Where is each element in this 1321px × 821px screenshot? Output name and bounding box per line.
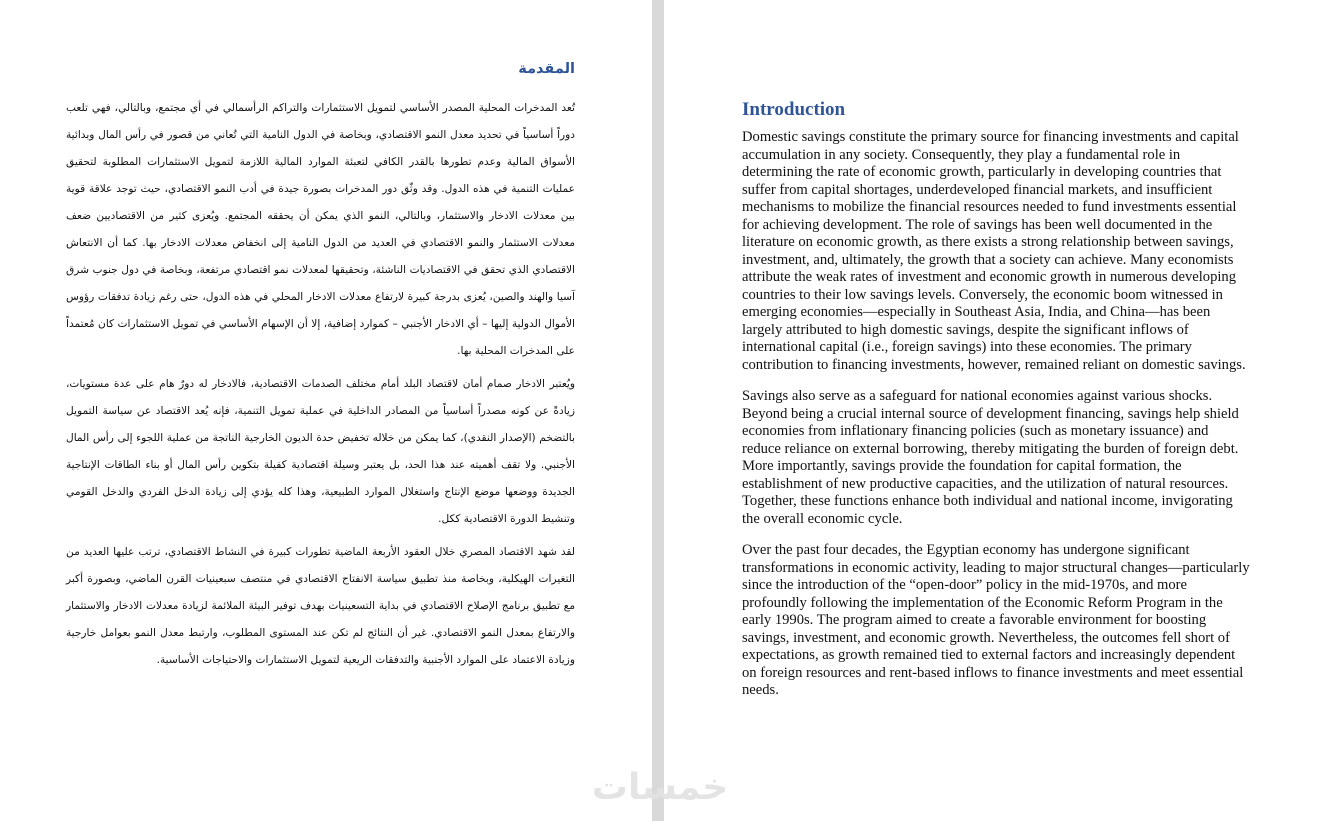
english-paragraph-1: Domestic savings constitute the primary source for financing investments and capital accumulation in any society. Consequently, they play a fundamental role in determining the rate of economic growth, particularly in developing countries that suffer from capital shortages, underdeveloped financial markets, and insufficient mechanisms to mobilize the financial resources needed to fund investments essential for achieving development. The role of savings has been well documented in the literature on economic growth, as there exists a strong relationship between savings, investment, and, ultimately, the growth that a society can achieve. Many economists attribute the weak rates of investment and economic growth in numerous developing countries to their low savings levels. Conversely, the economic boom witnessed in emerging economies—especially in Southeast Asia, India, and China—has been largely attributed to high domestic savings, despite the significant inflows of international capital (i.e., foreign savings) into these economies. The primary contribution to financing investments, however, remained reliant on domestic savings. (742, 129, 1246, 373)
arabic-page (0, 0, 652, 821)
arabic-paragraph-2: ويُعتبر الادخار صمام أمان لاقتصاد البلد أمام مختلف الصدمات الاقتصادية، فالادخار له دورٌ هام على عدة مستويات، زيادةً عن كونه مصدراً أساسياً من المصادر الداخلية في عملية تمويل التنمية، فإنه يُعد الاقتصاد عن سياسة التمويل بالتضخم (الإصدار النقدي)، كما يمكن من خلاله تخفيض حدة الديون الخارجية الناتجة من عملية اللجوء إلى رأس المال الأجنبي. ولا تقف أهميته عند هذا الحد، بل يعتبر وسيلة اقتصادية كفيلة بتكوين رأس المال أو بناء الطاقات الإنتاجية الجديدة ووضعها موضع الإنتاج واستغلال الموارد الطبيعية، وهذا كله يؤدي إلى زيادة الدخل الفردي والدخل القومي وتنشيط الدورة الاقتصادية ككل. (66, 378, 575, 525)
english-text-column (742, 97, 1250, 714)
english-page (664, 0, 1321, 821)
english-heading: Introduction (742, 99, 846, 120)
english-paragraph-3: Over the past four decades, the Egyptian economy has undergone significant transformations in economic activity, leading to major structural changes—particularly since the introduction of the “open-door” policy in the mid-1970s, and more profoundly following the implementation of the Economic Reform Program in the early 1990s. The program aimed to create a favorable environment for boosting savings, investment, and economic growth. Nevertheless, the outcomes fell short of expectations, as growth remained tied to external factors and increasingly dependent on foreign resources and rent-based inflows to finance investments and meet essential needs. (742, 542, 1250, 698)
arabic-paragraph-3: لقد شهد الاقتصاد المصري خلال العقود الأربعة الماضية تطورات كبيرة في النشاط الاقتصادي، ترتب عليها العديد من التغيرات الهيكلية، وبخاصة منذ تطبيق سياسة الانفتاح الاقتصادي في منتصف سبعينيات القرن الماضي، وبصورة أكبر مع تطبيق برنامج الإصلاح الاقتصادي في بداية التسعينيات بهدف توفير البيئة الملائمة لزيادة معدلات الادخار والاستثمار والارتفاع بمعدل النمو الاقتصادي. غير أن النتائج لم تكن عند المستوى المطلوب، وارتبط معدل النمو بعوامل خارجية وزيادة الاعتماد على الموارد الأجنبية والتدفقات الريعية لتمويل الاستثمارات والاحتياجات الأساسية. (66, 546, 575, 666)
arabic-heading: المقدمة (518, 61, 575, 77)
arabic-paragraph-1: تُعد المدخرات المحلية المصدر الأساسي لتمويل الاستثمارات والتراكم الرأسمالي في أي مجتمع، وبالتالي، فهي تلعب دوراً أساسياً في تحديد معدل النمو الاقتصادي، وبخاصة في الدول النامية التي تُعاني من قصور في رأس المال وبدائية الأسواق المالية وعدم تطورها بالقدر الكافي لتعبئة الموارد المالية اللازمة لتمويل الاستثمارات المطلوبة لتحقيق عمليات التنمية في هذه الدول. وقد وثّق دور المدخرات بصورة جيدة في أدب النمو الاقتصادي، حيث توجد علاقة قوية بين معدلات الادخار والاستثمار، وبالتالي، النمو الذي يمكن أن يحققه المجتمع. ويُعزى كثير من الاقتصاديين ضعف معدلات الاستثمار والنمو الاقتصادي في العديد من الدول النامية إلى انخفاض معدلات الادخار بها. كما أن الانتعاش الاقتصادي الذي تحقق في الاقتصاديات الناشئة، وتحقيقها لمعدلات نمو اقتصادي مرتفعة، وبخاصة في دول جنوب شرق آسيا والهند والصين، يُعزى بدرجة كبيرة لارتفاع معدلات الادخار المحلي في هذه الدول، حتى رغم زيادة تدفقات رؤوس الأموال الدولية إليها – أي الادخار الأجنبي – كموارد إضافية، إلا أن الإسهام الأساسي في تمويل الاستثمارات كان مُعتمداً على المدخرات المحلية بها. (66, 102, 575, 357)
page-divider (652, 0, 664, 821)
watermark-logo: خمسات (591, 767, 729, 808)
english-paragraph-2: Savings also serve as a safeguard for national economies against various shocks. Beyond being a crucial internal source of development financing, savings help shield economies from inflationary financing policies (such as monetary issuance) and reduce reliance on external borrowing, thereby mitigating the burden of foreign debt. More importantly, savings provide the foundation for capital formation, the establishment of new productive capacities, and the utilization of natural resources. Together, these functions enhance both individual and national income, invigorating the overall economic cycle. (742, 388, 1239, 527)
arabic-text-column (66, 58, 575, 680)
